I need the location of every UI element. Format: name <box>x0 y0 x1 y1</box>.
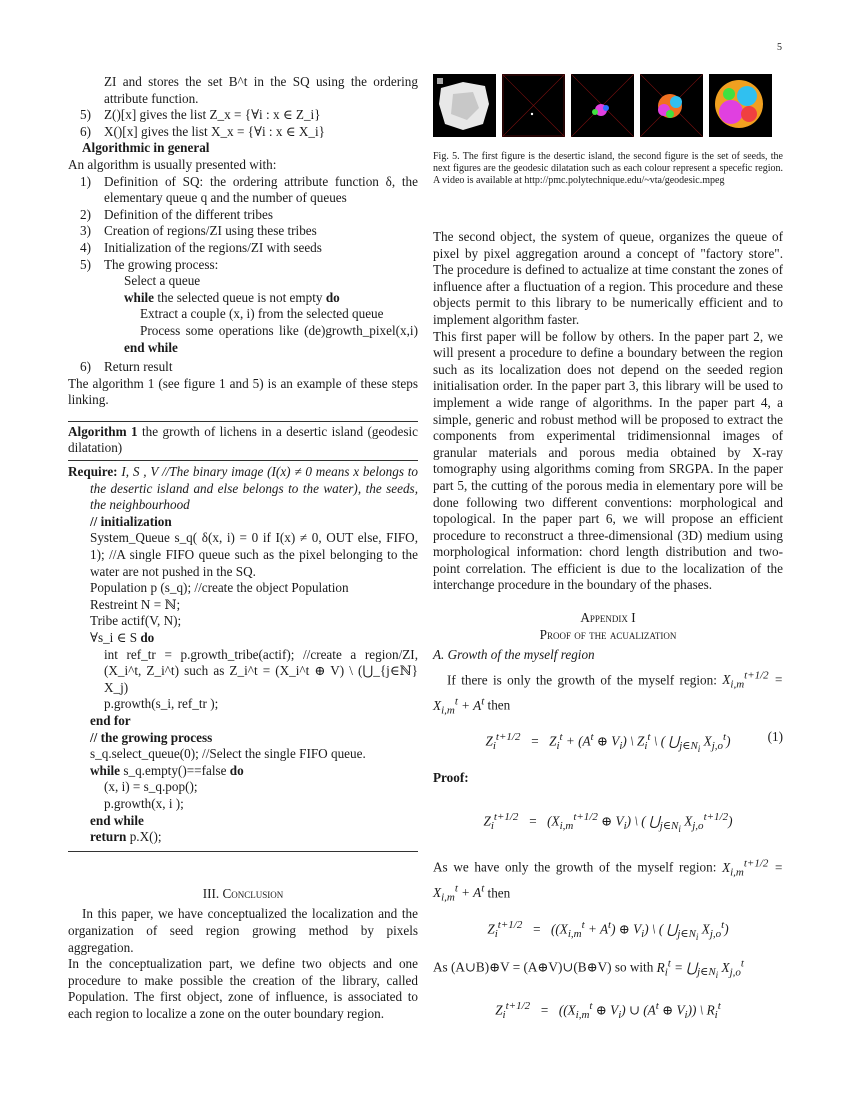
growing-select: Select a queue <box>124 273 201 289</box>
algorithm-box <box>68 421 418 852</box>
algo-require: Require: I, S , V //The binary image (I(x) ≠ 0 means x belongs to the desertic island and else belongs to the water), the seeds, the neighbourhood <box>68 464 419 513</box>
growing-process: Process some operations like (de)growth_pixel(x,i) <box>140 322 418 338</box>
algo-growth-line: p.growth(s_i, ref_tr ); <box>104 696 219 712</box>
algo-restreint: Restreint N = ℕ; <box>90 596 181 612</box>
figure-desertic-island <box>433 74 496 137</box>
list-item: 1) Definition of SQ: the ordering attribute function δ, the elementary queue q and the number of queues <box>80 173 418 206</box>
growing-end-while: end while <box>124 339 178 355</box>
algo-pop2: (x, i) = s_q.pop(); <box>104 779 198 795</box>
algo-return: return p.X(); <box>90 829 162 845</box>
growth-intro: If there is only the growth of the myself region: $X_{i,m}^{t+1/2} = X_{i,m}^t + A^t$ then <box>433 669 783 717</box>
list-item: 4) Initialization of the regions/ZI with seeds <box>80 239 322 255</box>
algo-growth2: p.growth(x, i ); <box>104 795 184 811</box>
figure-caption: Fig. 5. The first figure is the desertic island, the second figure is the set of seeds, the next figures are the geodesic dilatation such as each colour represent a specefic region. A video is available at http://pmc.polytechnique.edu/~vta/geodesic.mpeg <box>433 151 783 186</box>
algo-for: ∀s_i ∈ S do <box>90 630 155 645</box>
algo-sq-line: System_Queue s_q( δ(x, i) = 0 if I(x) ≠ 0, OUT else, FIFO, 1); //A single FIFO queue such as the pixel belonging to the water are not pushed in the SQ. <box>90 530 418 579</box>
section-heading: III. Conclusion <box>202 885 284 901</box>
list-item: 5) The growing process: <box>80 256 219 272</box>
figure-dilatation-2 <box>640 74 703 137</box>
figure-dilatation-1 <box>571 74 634 137</box>
subsection-title: A. Growth of the myself region <box>433 647 595 663</box>
as2-paragraph: As (A∪B)⊕V = (A⊕V)∪(B⊕V) so with $R_i^t$ = $⋃_{j\in N_i}$ $X_{j,o}^t$ <box>433 957 744 981</box>
algo-pop-line: Population p (s_q); //create the object Population <box>90 580 349 596</box>
right-column <box>433 74 783 1024</box>
appendix-title: Appendix I <box>580 610 636 626</box>
equation-proof-3: $Z_i^{t+1/2} = ((X_{i,m}^t$ ⊕ $V_i$) ∪ ($A^t$ ⊕ $V_i$)) \ $R_i^t$ <box>495 1000 721 1022</box>
algorithm-body <box>68 461 418 851</box>
algo-end-for: end for <box>90 712 131 728</box>
figure-dilatation-3 <box>709 74 772 137</box>
list-item: 3) Creation of regions/ZI using these tribes <box>80 223 317 239</box>
algo-intro: An algorithm is usually presented with: <box>68 156 277 172</box>
algo-select-line: s_q.select_queue(0); //Select the single FIFO queue. <box>90 746 366 762</box>
left-column <box>68 74 418 1022</box>
intro-continuation: ZI and stores the set B^t in the SQ using the ordering attribute function. <box>104 74 418 106</box>
growing-while: while the selected queue is not empty do <box>124 289 340 305</box>
list-item: 6) Return result <box>80 359 173 375</box>
subsection-heading: Algorithmic in general <box>82 140 210 156</box>
algo-init-comment: // initialization <box>90 513 172 529</box>
list-item: 6) X()[x] gives the list X_x = {∀i : x ∈ X_i} <box>80 123 325 139</box>
list-item: 2) Definition of the different tribes <box>80 206 273 222</box>
closing-paragraph: The algorithm 1 (see figure 1 and 5) is an example of these steps linking. <box>68 375 418 408</box>
appendix-subtitle: Proof of the acualization <box>539 626 677 642</box>
algo-tribe: Tribe actif(V, N); <box>90 613 182 629</box>
algorithm-title: Algorithm 1 the growth of lichens in a desertic island (geodesic dilatation) <box>68 422 418 461</box>
algo-while: while s_q.empty()==false do <box>90 762 244 778</box>
equation-proof-2: $Z_i^{t+1/2} = ((X_{i,m}^t + A^t)$ ⊕ $V_i$) \ ( $⋃_{j\in N_i}$ $X_{j,o}^t$) <box>487 918 729 942</box>
as-paragraph: As we have only the growth of the myself region: $X_{i,m}^{t+1/2} = X_{i,m}^t + A^t$ then <box>433 857 784 904</box>
body-paragraph: The second object, the system of queue, organizes the queue of pixel by pixel aggregation around a concept of "factory store". The procedure is defined to actualize at time constant the zones of influence after a fluctuation of a region. This procedure and these objects permit to this library to be numerically efficient and to implement algorithm faster. <box>433 229 783 327</box>
proof-label: Proof: <box>433 769 469 785</box>
growing-extract: Extract a couple (x, i) from the selected queue <box>140 306 384 322</box>
list-item: 5) Z()[x] gives the list Z_x = {∀i : x ∈ Z_i} <box>80 107 321 123</box>
algo-ref-line: int ref_tr = p.growth_tribe(actif); //create a region/ZI, (X_i^t, Z_i^t) such as Z_i^t = (X_i^t ⊕ V) \ (⋃_{j∈ℕ} X_j) <box>104 646 418 695</box>
equation-1: $Z_i^{t+1/2} = Z_i^t + (A^t$ ⊕ $V_i$) \ $Z_i^t$ \ ( $⋃_{j\in N_i}$ $X_{j,o}^t$) (1) <box>485 729 783 755</box>
page-number: 5 <box>777 42 782 53</box>
algo-grow-comment: // the growing process <box>90 729 213 745</box>
conclusion-paragraph: In the conceptualization part, we define two objects and one procedure to make possible the creation of the library, called Population. The first object, zone of influence, is associated to each region to localize a zone on the outer boundary region. <box>68 956 418 1021</box>
figure-seeds <box>502 74 565 137</box>
conclusion-paragraph: In this paper, we have conceptualized the localization and the organization of seed region growing method by pixels aggregation. <box>68 906 418 955</box>
body-paragraph: This first paper will be follow by others. In the paper part 2, we will present a procedure to define a boundary between the region such as its localization does not depend on the seeded region initialisation order. In the paper part 3, this library will be used to implement a wide range of algorithms. In the paper part 4, a simple, generic and robust method will be proposed to extract the components from experimental tridimensionnal images of granular materials and porous media obtained by X-ray tomography using algorithms coming from SRGPA. In the paper part 5, the cutting of the porous media in elementary pore will be done following two different conventions: morphological and topological. In the paper part 6, we will propose an efficient procedure to reconstruct a three-dimensional (3D) medium using morphological information: chord length distribution and two-point correlation. The efficient is due to the localization of the interchange procedure in the boundary of the phases. <box>433 328 783 593</box>
equation-proof-1: $Z_i^{t+1/2} = (X_{i,m}^{t+1/2}$ ⊕ $V_i$) \ ( $⋃_{j\in N_i}$ $X_{j,o}^{t+1/2}$) <box>483 810 733 834</box>
figure-strip <box>433 74 783 137</box>
algo-end-while: end while <box>90 812 144 828</box>
